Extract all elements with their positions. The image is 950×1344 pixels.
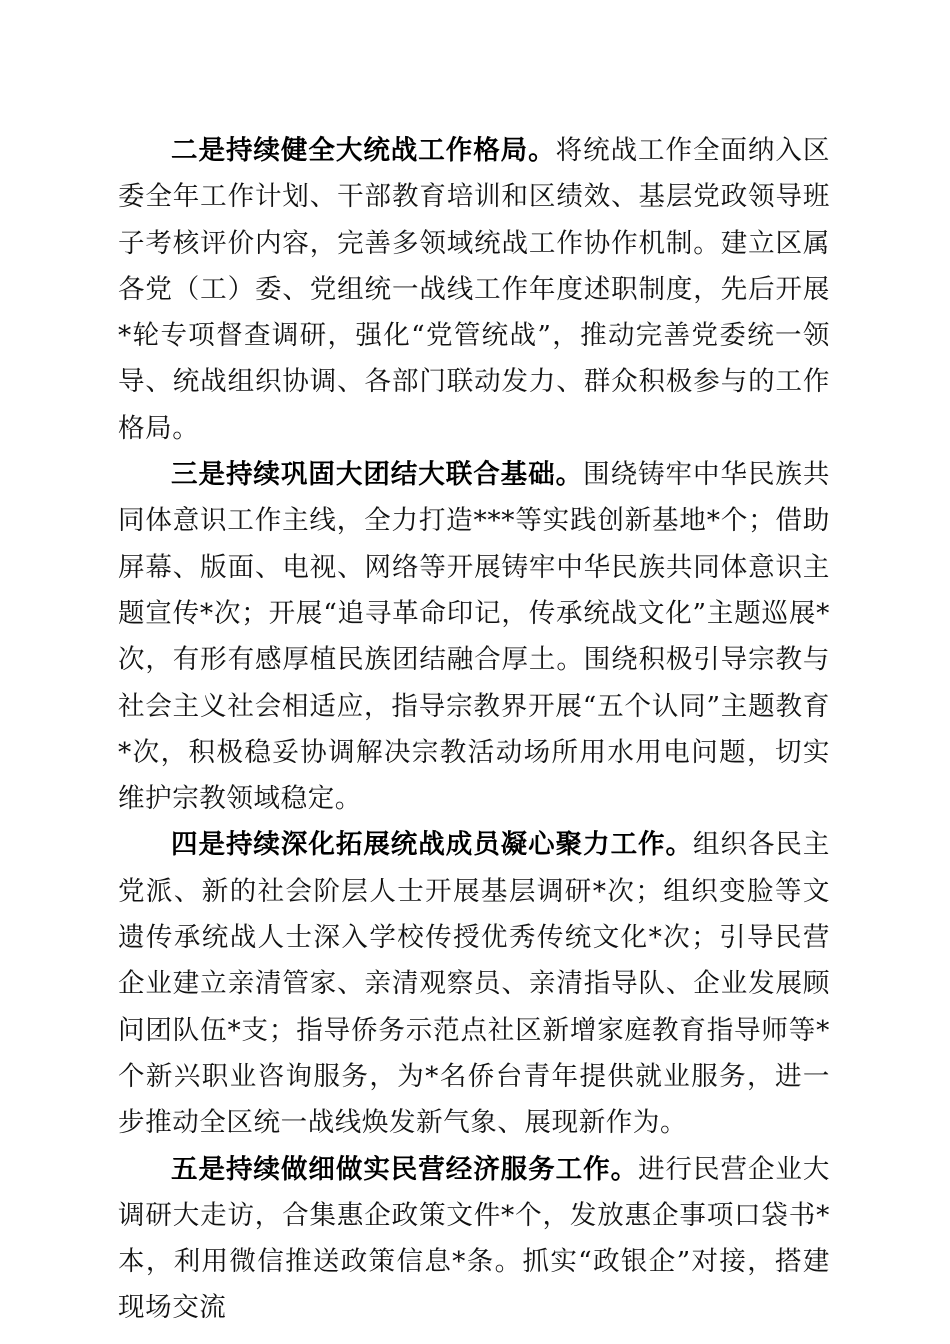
paragraph-4	[118, 822, 830, 1146]
paragraph-5-heading: 五是持续做细做实民营经济服务工作。	[171, 1153, 639, 1185]
paragraph-3	[118, 452, 830, 822]
paragraph-3-text: 围绕铸牢中华民族共同体意识工作主线，全力打造***等实践创新基地*个；借助屏幕、版面、电视、网络等开展铸牢中华民族共同体意识主题宣传*次；开展“追寻革命印记，传承统战文化”主题巡展*次，有形有感厚植民族团结融合厚土。围绕积极引导宗教与社会主义社会相适应，指导宗教界开展“五个认同”主题教育*次，积极稳妥协调解决宗教活动场所用水用电问题，切实维护宗教领域稳定。	[118, 459, 830, 815]
paragraph-4-heading: 四是持续深化拓展统战成员凝心聚力工作。	[171, 829, 693, 861]
paragraph-2-text: 将统战工作全面纳入区委全年工作计划、干部教育培训和区绩效、基层党政领导班子考核评价内容，完善多领域统战工作协作机制。建立区属各党（工）委、党组统一战线工作年度述职制度，先后开展*轮专项督查调研，强化“党管统战”，推动完善党委统一领导、统战组织协调、各部门联动发力、群众积极参与的工作格局。	[118, 135, 831, 444]
paragraph-2	[118, 128, 830, 452]
paragraph-4-text: 组织各民主党派、新的社会阶层人士开展基层调研*次；组织变脸等文遗传承统战人士深入学校传授优秀传统文化*次；引导民营企业建立亲清管家、亲清观察员、亲清指导队、企业发展顾问团队伍*支；指导侨务示范点社区新增家庭教育指导师等*个新兴职业咨询服务，为*名侨台青年提供就业服务，进一步推动全区统一战线焕发新气象、展现新作为。	[118, 829, 830, 1139]
paragraph-5-text: 进行民营企业大调研大走访，合集惠企政策文件*个，发放惠企事项口袋书*本，利用微信推送政策信息*条。抓实“政银企”对接，搭建现场交流	[118, 1153, 831, 1324]
paragraph-2-heading: 二是持续健全大统战工作格局。	[171, 135, 556, 166]
document-body	[118, 128, 830, 1332]
paragraph-3-heading: 三是持续巩固大团结大联合基础。	[171, 459, 584, 491]
paragraph-5	[118, 1147, 830, 1332]
